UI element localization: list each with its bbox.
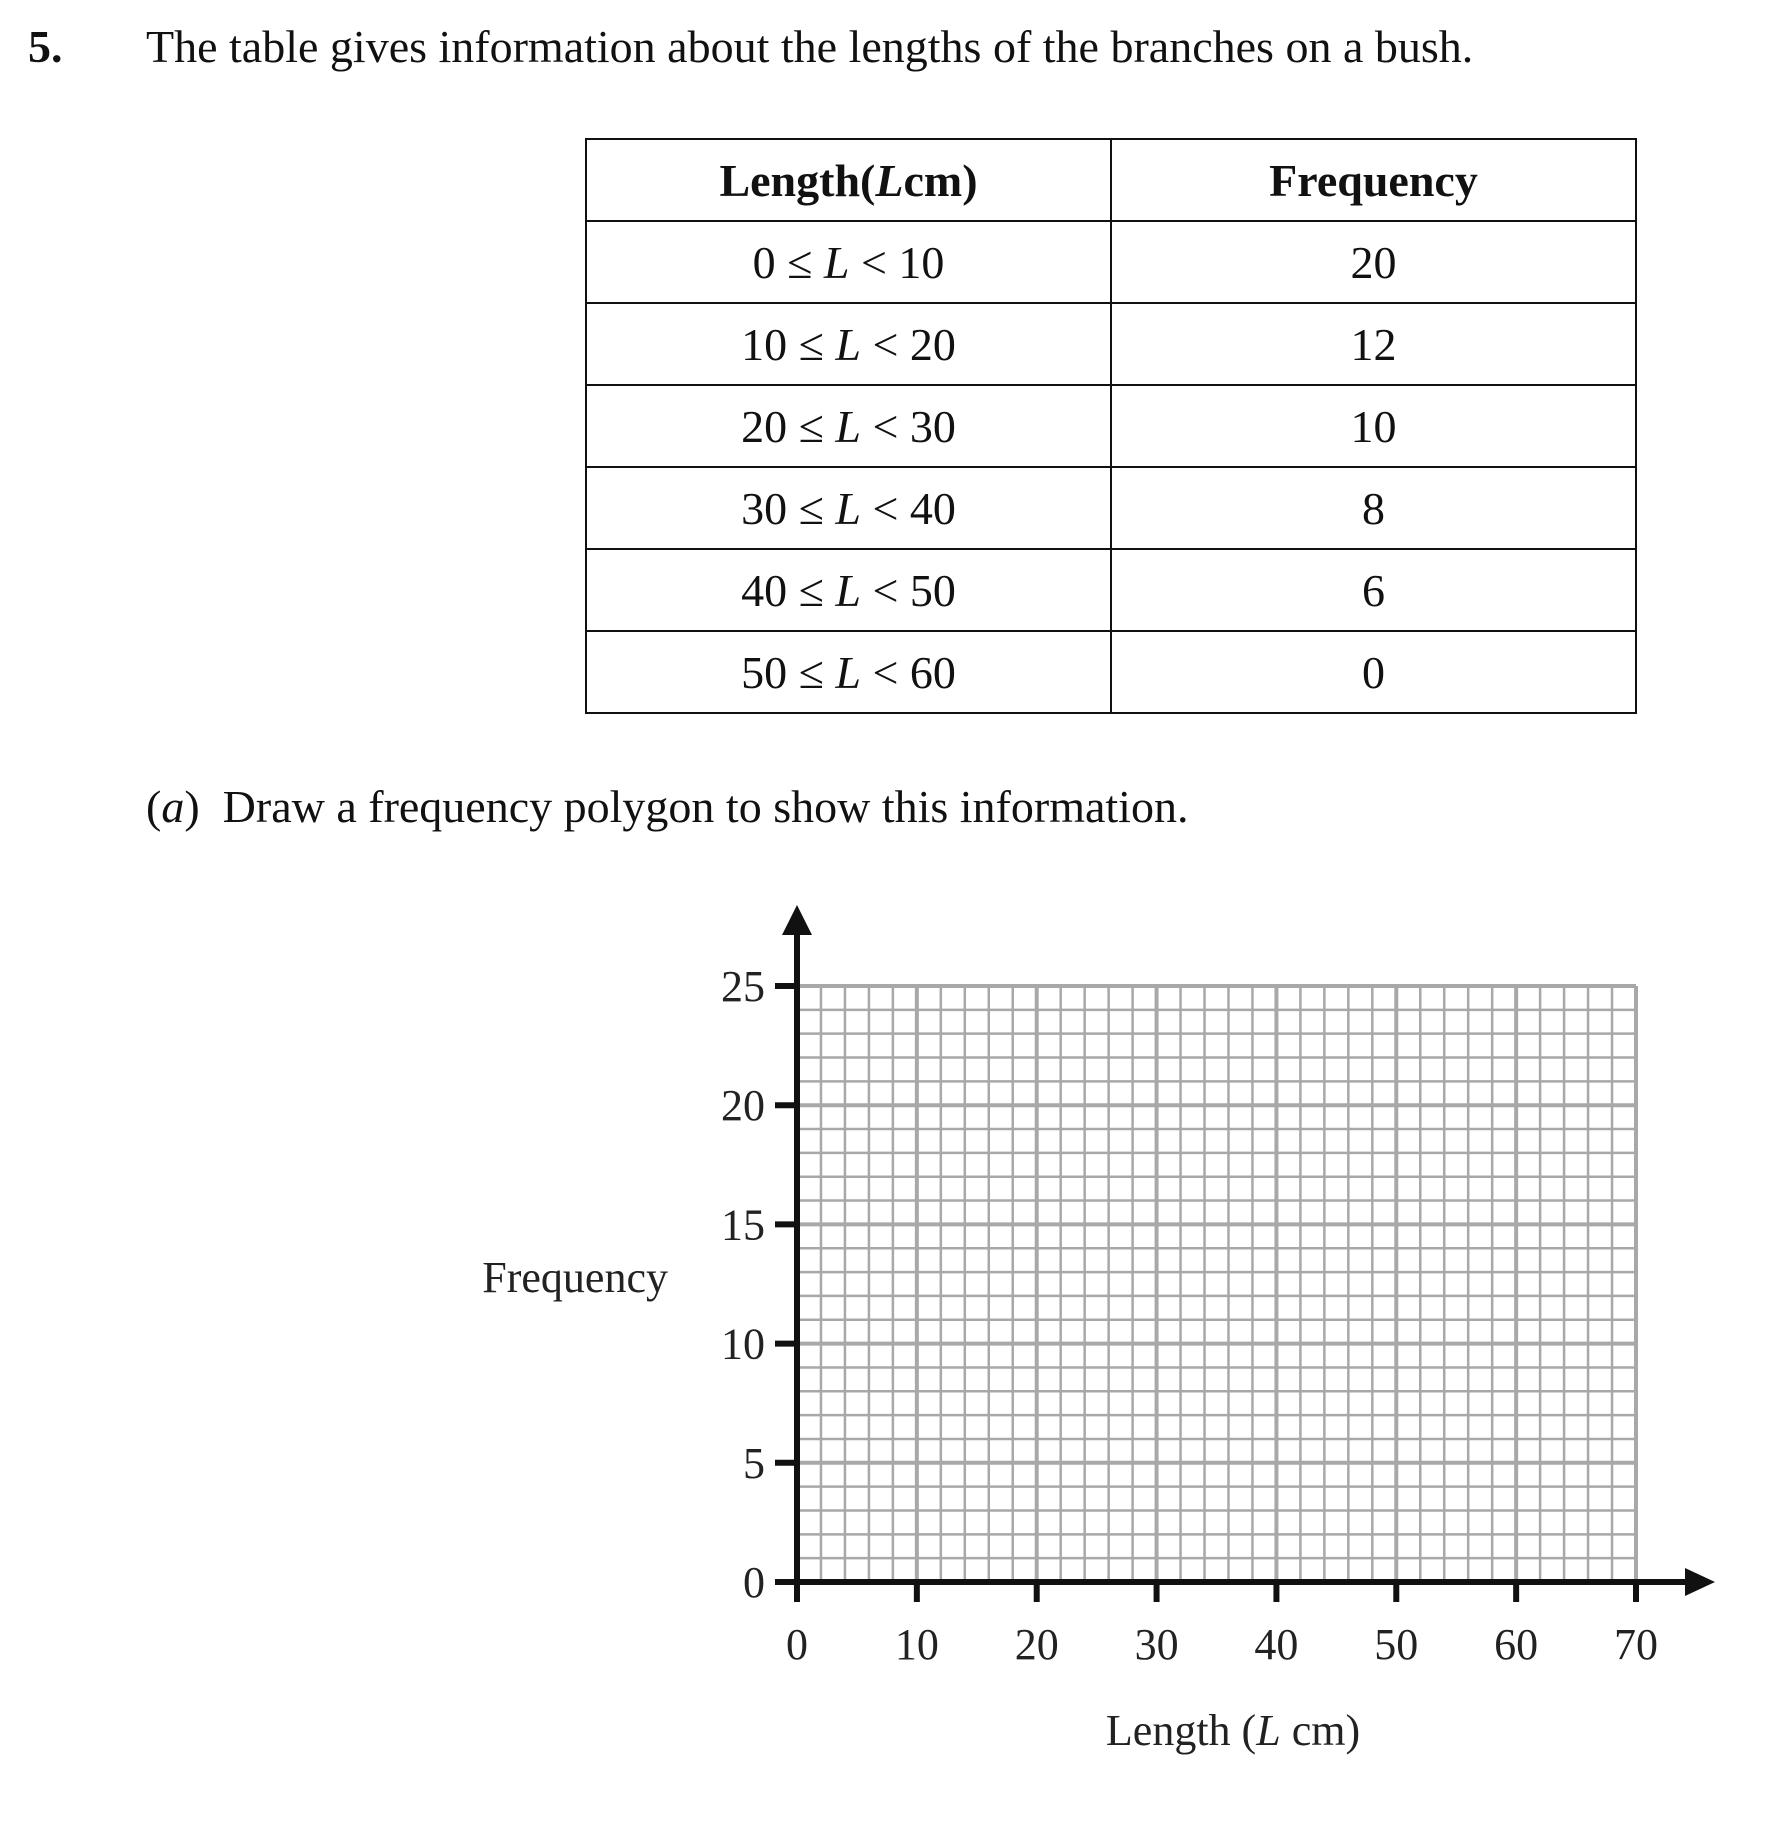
- length-header-var: L: [875, 154, 904, 206]
- length-op2: <: [872, 318, 899, 370]
- x-axis-label-var: L: [1256, 1706, 1281, 1755]
- y-axis-label: Frequency: [482, 1253, 668, 1302]
- x-axis-label-prefix: Length (: [1105, 1706, 1257, 1755]
- length-op2: <: [872, 646, 899, 698]
- y-tick-label: 20: [721, 1081, 765, 1131]
- length-var: L: [835, 646, 861, 698]
- x-axis-label: [1106, 1706, 1360, 1755]
- length-op1: ≤: [798, 482, 824, 534]
- length-op2: <: [860, 236, 887, 288]
- length-lower: 50: [741, 646, 788, 698]
- part-a-open: (: [146, 781, 162, 832]
- length-upper: 60: [909, 646, 956, 698]
- x-tick-label: 70: [1614, 1620, 1658, 1669]
- length-lower: 20: [741, 400, 788, 452]
- length-upper: 50: [909, 564, 956, 616]
- length-op1: ≤: [798, 400, 824, 452]
- question-text: The table gives information about the lengths of the branches on a bush.: [146, 21, 1474, 72]
- length-op2: <: [872, 400, 899, 452]
- length-var: L: [823, 236, 850, 288]
- length-op1: ≤: [787, 236, 813, 288]
- length-upper: 40: [909, 482, 956, 534]
- length-var: L: [835, 400, 861, 452]
- x-tick-label: 0: [786, 1620, 808, 1669]
- y-tick-label: 0: [743, 1558, 765, 1607]
- length-op2: <: [872, 482, 899, 534]
- y-tick-label: 10: [721, 1319, 765, 1369]
- length-op1: ≤: [798, 318, 824, 370]
- length-header-prefix: Length(: [719, 154, 876, 206]
- frequency-cell: 0: [1111, 631, 1636, 713]
- x-axis-label-suffix: cm): [1280, 1706, 1361, 1755]
- x-axis-arrow-icon: [1685, 1568, 1715, 1596]
- x-tick-label: 10: [894, 1620, 939, 1669]
- y-tick-label: 25: [721, 962, 765, 1011]
- length-op2: <: [872, 564, 899, 616]
- length-var: L: [835, 318, 861, 370]
- grid-minor-lines: [797, 986, 1636, 1582]
- x-tick-label: 60: [1494, 1620, 1539, 1669]
- y-tick-label: 15: [721, 1200, 765, 1250]
- length-op1: ≤: [798, 564, 824, 616]
- length-header-suffix: cm): [903, 154, 978, 206]
- frequency-cell: 12: [1111, 303, 1636, 385]
- frequency-header: Frequency: [1111, 139, 1636, 221]
- length-upper: 30: [909, 400, 956, 452]
- frequency-cell: 8: [1111, 467, 1636, 549]
- x-tick-label: 20: [1014, 1620, 1059, 1669]
- length-lower: 0: [752, 236, 776, 288]
- grid-major-lines: [797, 986, 1636, 1582]
- length-var: L: [835, 482, 861, 534]
- y-tick-label: 5: [743, 1438, 765, 1488]
- length-upper: 10: [898, 236, 945, 288]
- length-var: L: [835, 564, 861, 616]
- frequency-cell: 6: [1111, 549, 1636, 631]
- length-lower: 30: [741, 482, 788, 534]
- length-lower: 40: [741, 564, 788, 616]
- question-number: 5.: [28, 21, 63, 72]
- part-a-letter: a: [161, 781, 185, 832]
- part-a-close: ): [184, 781, 200, 832]
- x-tick-label: 30: [1134, 1620, 1179, 1669]
- frequency-cell: 10: [1111, 385, 1636, 467]
- length-op1: ≤: [798, 646, 824, 698]
- frequency-cell: 20: [1111, 221, 1636, 303]
- y-axis-arrow-icon: [782, 905, 812, 935]
- x-tick-label: 50: [1374, 1620, 1419, 1669]
- x-tick-label: 40: [1254, 1620, 1299, 1669]
- length-upper: 20: [909, 318, 956, 370]
- length-lower: 10: [741, 318, 788, 370]
- part-a-text: Draw a frequency polygon to show this information.: [222, 781, 1189, 832]
